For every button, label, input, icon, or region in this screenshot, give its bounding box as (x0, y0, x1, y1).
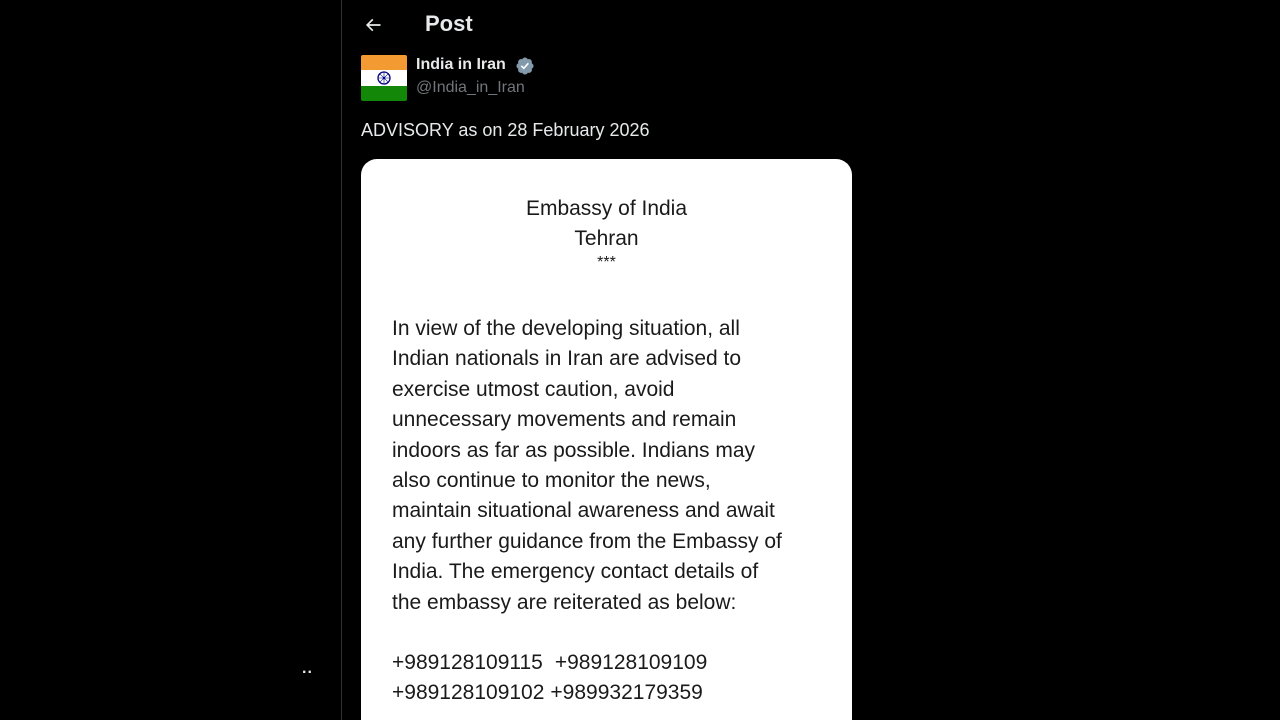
phone-number: +989128109102 (392, 681, 545, 705)
document-body-line: In view of the developing situation, all (392, 317, 740, 340)
document-body-line: maintain situational awareness and await (392, 499, 775, 523)
page-title: Post (425, 11, 473, 36)
document-body-line: Indian nationals in Iran are advised to (392, 347, 742, 371)
phone-number: +989932179359 (550, 681, 703, 705)
right-column-divider (940, 0, 941, 720)
document-body-line: indoors as far as possible. Indians may (392, 438, 756, 462)
post-column (342, 0, 940, 720)
arrow-left-icon (363, 15, 383, 35)
document-separator: *** (597, 254, 616, 271)
post-header (342, 0, 940, 50)
author-name[interactable]: India in Iran (416, 56, 506, 73)
phone-row (392, 648, 707, 678)
phone-row (392, 678, 707, 708)
ashoka-chakra-icon (361, 55, 407, 101)
document-heading (361, 194, 852, 254)
document-body-line: the embassy are reiterated as below: (392, 590, 737, 614)
post-image-card[interactable] (361, 159, 852, 720)
document-body-line: exercise utmost caution, avoid (392, 377, 675, 401)
emergency-contacts (392, 648, 707, 709)
document-heading-line1: Embassy of India (525, 197, 688, 220)
document-body (392, 314, 832, 618)
phone-number: +989128109109 (554, 651, 708, 674)
document-body-line: unnecessary movements and remain (392, 408, 737, 432)
author-handle[interactable]: @India_in_Iran (416, 79, 525, 96)
back-button[interactable] (356, 8, 390, 42)
left-sidebar (0, 0, 341, 720)
document-body-line: India. The emergency contact details of (392, 560, 759, 584)
phone-number: +989128109115 (392, 651, 543, 674)
document-body-line: any further guidance from the Embassy of (392, 529, 782, 553)
indian-flag-icon[interactable] (361, 55, 407, 101)
post-text: ADVISORY as on 28 February 2026 (361, 120, 650, 140)
more-options-icon[interactable]: .. (302, 660, 313, 677)
document-body-line: also continue to monitor the news, (392, 469, 711, 493)
verified-badge-icon (515, 56, 535, 76)
document-heading-line2: Tehran (574, 227, 639, 250)
